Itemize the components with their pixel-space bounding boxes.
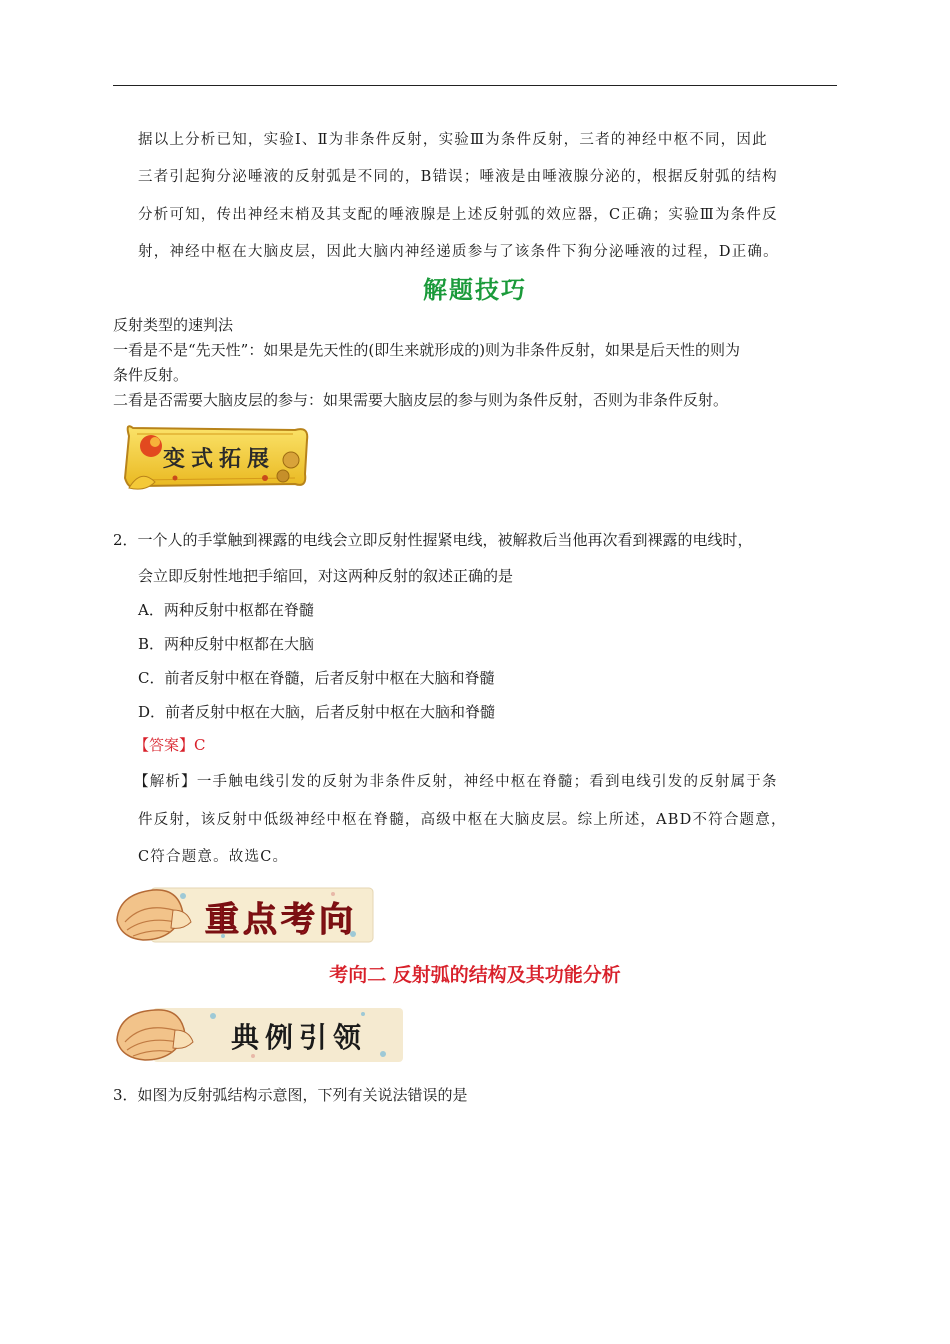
variant-banner-text: 变式拓展 — [163, 446, 276, 472]
q2-stem-a: 2．一个人的手掌触到裸露的电线会立即反射性握紧电线，被解救后当他再次看到裸露的电线时， — [113, 531, 753, 549]
tips-line-2: 二看是否需要大脑皮层的参与：如果需要大脑皮层的参与则为条件反射，否则为非条件反射。 — [113, 391, 729, 409]
q2-option-c: C．前者反射中枢在脊髓，后者反射中枢在大脑和脊髓 — [138, 669, 495, 687]
analysis-line-4: 射，神经中枢在大脑皮层，因此大脑内神经递质参与了该条件下狗分泌唾液的过程，D正确。 — [138, 244, 779, 260]
direction2-heading: 考向二 反射弧的结构及其功能分析 — [329, 964, 621, 986]
analysis-line-3: 分析可知，传出神经末梢及其支配的唾液腺是上述反射弧的效应器，C正确；实验Ⅲ为条件反 — [138, 207, 778, 223]
example-banner-text: 典例引领 — [231, 1021, 368, 1054]
focus-banner — [113, 880, 375, 948]
q2-option-b: B．两种反射中枢都在大脑 — [138, 635, 315, 653]
q2-analysis-row-a — [134, 770, 778, 791]
tips-heading: 解题技巧 — [423, 275, 527, 304]
focus-banner-text: 重点考向 — [205, 900, 357, 940]
analysis-line-1: 据以上分析已知，实验Ⅰ、Ⅱ为非条件反射，实验Ⅲ为条件反射，三者的神经中枢不同，因此 — [138, 132, 768, 148]
tips-title: 反射类型的速判法 — [113, 316, 234, 334]
example-banner — [113, 998, 405, 1068]
variant-banner — [115, 418, 312, 496]
q2-analysis-c: C符合题意。故选C。 — [138, 849, 289, 865]
tips-line-1b: 条件反射。 — [113, 366, 189, 384]
q3-stem: 3．如图为反射弧结构示意图，下列有关说法错误的是 — [113, 1086, 468, 1104]
q2-option-a: A．两种反射中枢都在脊髓 — [138, 601, 314, 619]
analysis-line-2: 三者引起狗分泌唾液的反射弧是不同的，B错误；唾液是由唾液腺分泌的，根据反射弧的结构 — [138, 169, 778, 185]
q2-option-d: D．前者反射中枢在大脑，后者反射中枢在大脑和脊髓 — [138, 703, 496, 721]
q2-analysis-a: 一手触电线引发的反射为非条件反射，神经中枢在脊髓；看到电线引发的反射属于条 — [196, 774, 778, 790]
q2-answer-label: 【答案】 — [134, 736, 195, 754]
q2-stem-b: 会立即反射性地把手缩回，对这两种反射的叙述正确的是 — [138, 567, 514, 585]
q2-analysis-label: 【解析】 — [134, 774, 197, 790]
q2-answer: C — [194, 736, 206, 754]
q2-answer-row — [134, 735, 206, 755]
header-rule — [113, 85, 837, 86]
q2-analysis-b: 件反射，该反射中低级神经中枢在脊髓，高级中枢在大脑皮层。综上所述，ABD不符合题意， — [138, 812, 787, 828]
tips-line-1a: 一看是不是“先天性”：如果是先天性的(即生来就形成的)则为非条件反射，如果是后天性的则为 — [113, 341, 741, 359]
